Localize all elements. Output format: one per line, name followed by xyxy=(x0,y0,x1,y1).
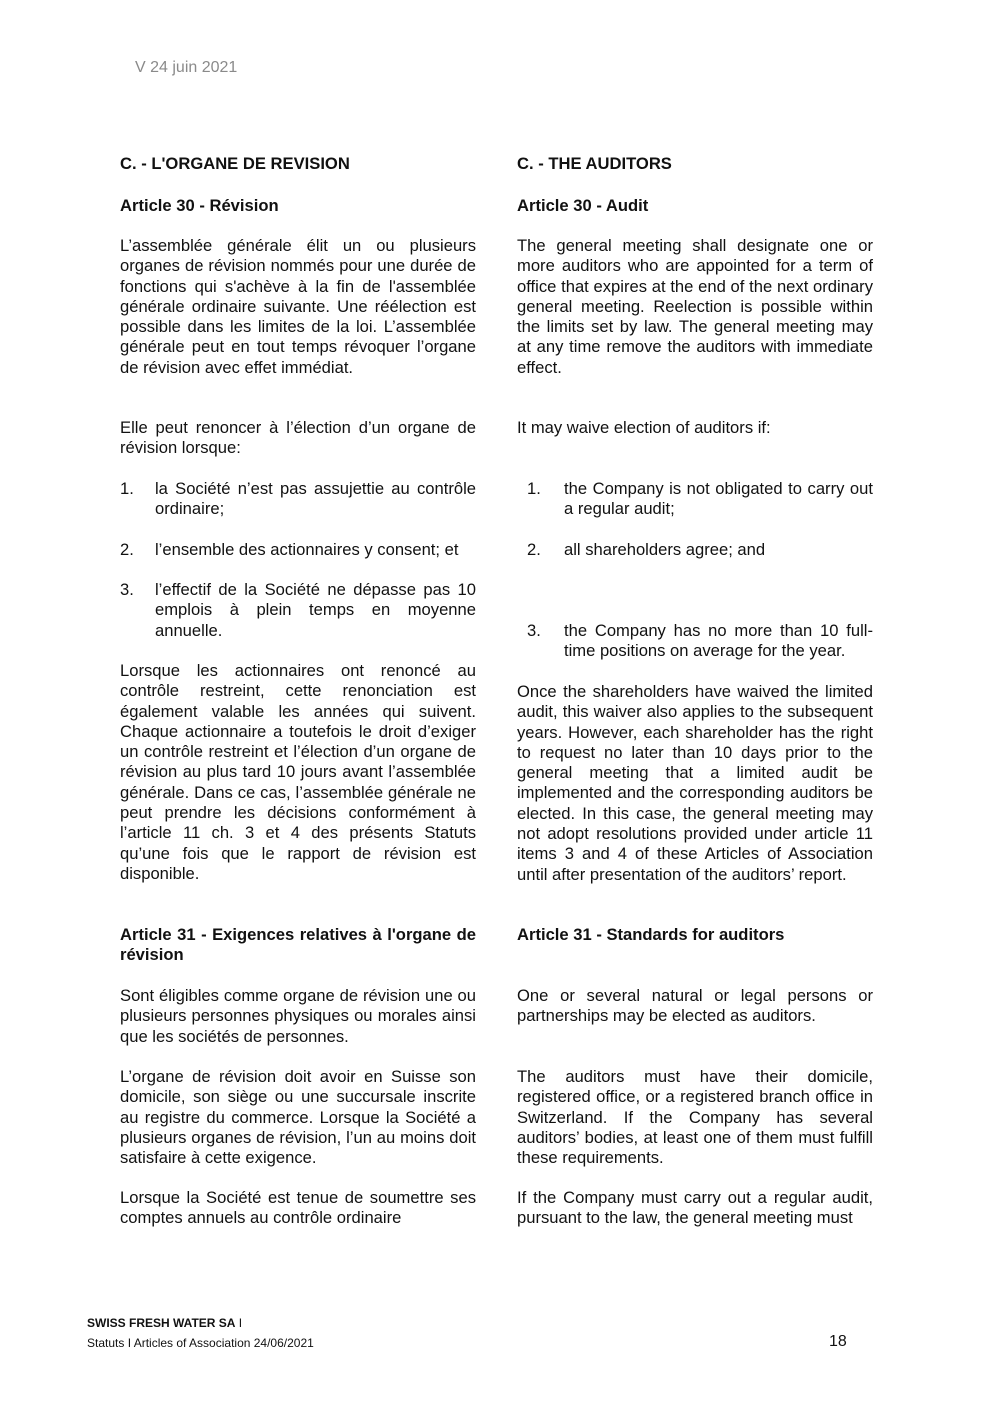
list-text: l’effectif de la Société ne dépasse pas 10 emplois à plein temps en moyenne annuelle. xyxy=(155,580,476,640)
article-31-title-fr: Article 31 - Exigences relatives à l'organe de révision xyxy=(120,925,476,965)
list-number: 2. xyxy=(120,540,134,559)
list-item-fr xyxy=(120,540,476,560)
article-31-paragraph-1-fr: Sont éligibles comme organe de révision une ou plusieurs personnes physiques ou morales ainsi que les sociétés de personnes. xyxy=(120,986,476,1046)
article-30-paragraph-1-fr: L’assemblée générale élit un ou plusieurs organes de révision nommés pour une durée de fonctions qui s'achève à la fin de l'assemblée générale ordinaire suivante. Une réélection est possible dans les limites de la loi. L’assemblée générale peut en tout temps révoquer l’organe de révision avec effet immédiat. xyxy=(120,236,476,377)
list-item-en xyxy=(517,621,873,662)
article-31-paragraph-1-en: One or several natural or legal persons or partnerships may be elected as auditors. xyxy=(517,986,873,1026)
article-30-paragraph-2-fr: Elle peut renoncer à l’élection d’un organe de révision lorsque: xyxy=(120,418,476,458)
company-name: SWISS FRESH WATER SA xyxy=(87,1316,236,1330)
article-30-title-fr: Article 30 - Révision xyxy=(120,196,279,215)
list-item-fr xyxy=(120,479,476,520)
footer-document-title: Statuts I Articles of Association 24/06/2021 xyxy=(87,1336,314,1350)
article-31-paragraph-3-fr: Lorsque la Société est tenue de soumettre ses comptes annuels au contrôle ordinaire xyxy=(120,1188,476,1228)
article-30-paragraph-2-en: It may waive election of auditors if: xyxy=(517,418,771,437)
article-31-title-en: Article 31 - Standards for auditors xyxy=(517,925,785,944)
article-31-paragraph-3-en: If the Company must carry out a regular audit, pursuant to the law, the general meeting must xyxy=(517,1188,873,1228)
article-30-paragraph-3-fr: Lorsque les actionnaires ont renoncé au contrôle restreint, cette renonciation est également valable les années qui suivent. Chaque actionnaire a toutefois le droit d’exiger un contrôle restreint et l’élection d’un organe de révision au plus tard 10 jours avant l’assemblée générale. Dans ce cas, l’assemblée générale ne peut prendre les décisions conformément à l’article 11 ch. 3 et 4 des présents Statuts qu’une fois que le rapport de révision est disponible. xyxy=(120,661,476,883)
list-number: 2. xyxy=(527,540,541,559)
article-30-paragraph-1-en: The general meeting shall designate one or more auditors who are appointed for a term of office that expires at the end of the next ordinary general meeting. Reelection is possible within the limits set by law. The general meeting may at any time remove the auditors with immediate effect. xyxy=(517,236,873,377)
section-title-en: C. - THE AUDITORS xyxy=(517,154,672,173)
list-text: the Company is not obligated to carry out a regular audit; xyxy=(564,479,873,519)
page-number: 18 xyxy=(829,1333,847,1350)
list-number: 3. xyxy=(120,580,134,599)
footer-company-name xyxy=(87,1316,242,1331)
section-title-fr: C. - L'ORGANE DE REVISION xyxy=(120,154,350,173)
document-version: V 24 juin 2021 xyxy=(135,59,238,76)
footer-separator: I xyxy=(235,1316,243,1330)
list-number: 1. xyxy=(120,479,134,498)
article-31-paragraph-2-fr: L’organe de révision doit avoir en Suisse son domicile, son siège ou une succursale inscrite au registre du commerce. Lorsque la Société a plusieurs organes de révision, l’un au moins doit satisfaire à cette exigence. xyxy=(120,1067,476,1168)
list-item-en xyxy=(517,540,873,560)
list-number: 1. xyxy=(527,479,541,498)
list-text: all shareholders agree; and xyxy=(564,540,766,559)
list-text: la Société n’est pas assujettie au contrôle ordinaire; xyxy=(155,479,476,519)
list-text: l’ensemble des actionnaires y consent; et xyxy=(155,540,459,559)
article-30-paragraph-3-en: Once the shareholders have waived the limited audit, this waiver also applies to the subsequent years. However, each shareholder has the right to request no later than 10 days prior to the general meeting that a limited audit be implemented and the corresponding auditors be elected. In this case, the general meeting may not adopt resolutions provided under article 11 items 3 and 4 of these Articles of Association until after presentation of the auditors’ report. xyxy=(517,682,873,884)
list-item-en xyxy=(517,479,873,520)
list-text: the Company has no more than 10 full-time positions on average for the year. xyxy=(564,621,873,661)
list-number: 3. xyxy=(527,621,541,640)
article-30-title-en: Article 30 - Audit xyxy=(517,196,649,215)
article-31-paragraph-2-en: The auditors must have their domicile, registered office, or a registered branch office in Switzerland. If the Company has several auditors’ bodies, at least one of them must fulfill these requirements. xyxy=(517,1067,873,1168)
list-item-fr xyxy=(120,580,476,641)
